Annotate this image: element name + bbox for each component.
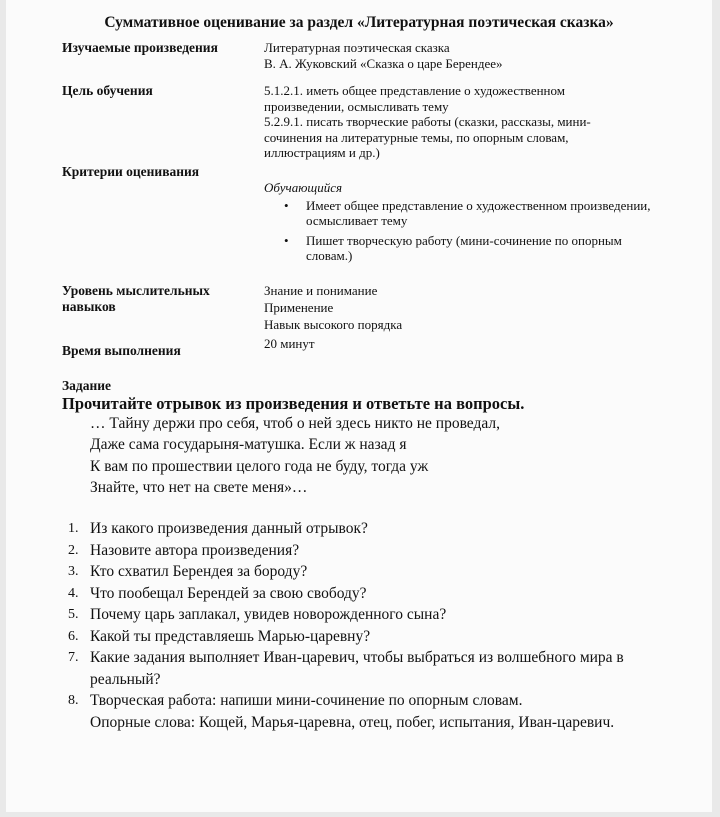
question-text: Что пообещал Берендей за свою свободу? [90,584,367,602]
works-line: В. А. Жуковский «Сказка о царе Берендее» [264,55,503,71]
level-line: Применение [264,300,334,315]
question-item [62,604,692,626]
questions-list [62,518,692,733]
question-text: Творческая работа: напиши мини-сочинение по опорным словам. [90,692,523,709]
goal-value [264,83,664,161]
question-item [62,626,692,648]
excerpt-line: К вам по прошествии целого года не буду, тогда уж [90,457,429,475]
task-instruction: Прочитайте отрывок из произведения и ответьте на вопросы. [62,394,525,413]
works-line: Литературная поэтическая сказка [264,40,450,55]
task-label: Задание [62,378,112,393]
excerpt [90,413,690,498]
level-value [264,283,664,333]
document-title: Суммативное оценивание за раздел «Литературная поэтическая сказка» [104,14,614,31]
criteria-label: Критерии оценивания [62,164,200,179]
goal-line: сочинения на литературные темы, по опорным словам, [264,129,569,145]
goal-line: 5.2.9.1. писать творческие работы (сказки, рассказы, мини- [264,114,591,129]
excerpt-line: Даже сама государыня-матушка. Если ж назад я [90,436,407,454]
question-text: Какие задания выполняет Иван-царевич, чтобы выбраться из волшебного мира в реальный? [90,649,624,688]
goal-line: иллюстрациям и др.) [264,145,380,160]
question-number: 1. [68,521,79,536]
question-text: Почему царь заплакал, увидев новорожденного сына? [90,606,447,623]
document-page [6,0,712,812]
goal-line: 5.1.2.1. иметь общее представление о художественном [264,83,565,98]
question-number: 7. [68,650,79,665]
question-number: 5. [68,607,79,622]
level-label: Уровень мыслительных навыков [62,283,210,314]
time-label: Время выполнения [62,343,181,358]
criteria-bullet: • Пишет творческую работу (мини-сочинение по опорным словам.) [264,233,664,264]
question-item [62,647,692,690]
question-item [62,690,692,733]
support-words: Опорные слова: Кощей, Марья-царевна, отец, побег, испытания, Иван-царевич. [90,713,615,731]
question-number: 2. [68,542,79,558]
question-item [62,583,692,605]
question-item [62,540,692,562]
level-line: Знание и понимание [264,283,378,298]
works-label: Изучаемые произведения [62,40,218,55]
goal-label: Цель обучения [62,83,153,98]
question-text: Какой ты представляешь Марью-царевну? [90,627,371,645]
time-value: 20 минут [264,336,315,351]
excerpt-line: … Тайну держи про себя, чтоб о ней здесь никто не проведал, [90,415,500,432]
question-number: 4. [68,585,79,601]
goal-line: произведении, осмысливать тему [264,98,449,114]
question-number: 6. [68,628,79,644]
question-number: 8. [68,693,79,708]
question-text: Из какого произведения данный отрывок? [90,520,368,537]
level-line: Навык высокого порядка [264,317,403,332]
question-number: 3. [68,564,79,579]
question-text: Назовите автора произведения? [90,541,300,559]
excerpt-line: Знайте, что нет на свете меня»… [90,478,308,496]
question-item [62,518,692,540]
learner-label: Обучающийся [264,180,343,195]
question-item [62,561,692,583]
criteria-bullets [264,198,664,264]
criteria-value [264,180,664,268]
question-text: Кто схватил Берендея за бороду? [90,563,308,580]
works-value [264,40,664,71]
criteria-bullet: • Имеет общее представление о художественном произведении, осмысливает тему [264,198,664,229]
